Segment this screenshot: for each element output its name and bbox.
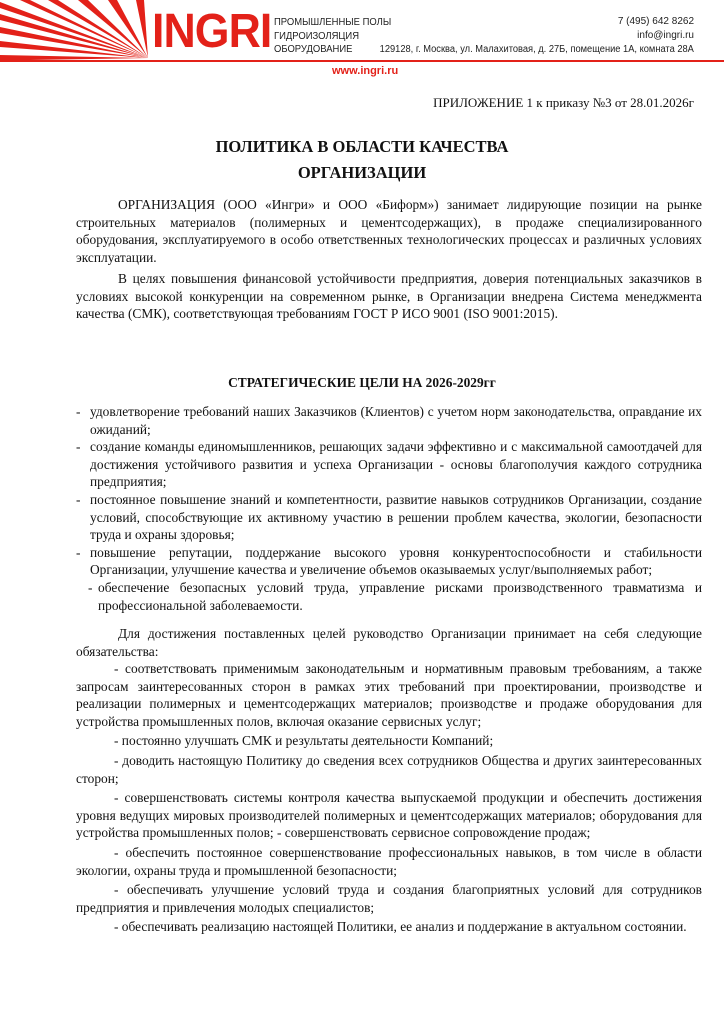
company-address: 129128, г. Москва, ул. Малахитовая, д. 27Б, помещение 1А, комната 28А <box>379 44 694 55</box>
obligations-intro <box>76 625 702 660</box>
header-divider <box>0 60 724 62</box>
goal-text: создание команды единомышленников, решающих задачи эффективно и с максимальной самоотдачей для достижения устойчивого развития и успеха Организации - основы благополучия каждого сотрудника предприятия; <box>90 439 702 490</box>
list-item: - удовлетворение требований наших Заказчиков (Клиентов) с учетом норм законодательства, оправдание их ожиданий; <box>76 404 702 437</box>
appendix-note: ПРИЛОЖЕНИЕ 1 к приказу №3 от 28.01.2026г <box>433 95 694 110</box>
tagline-line: ГИДРОИЗОЛЯЦИЯ <box>274 29 360 42</box>
tagline-line: ПРОМЫШЛЕННЫЕ ПОЛЫ <box>274 16 392 28</box>
list-item: - постоянное повышение знаний и компетентности, развитие навыков сотрудников Организации, создание условий, способствующие их активному участию в решении проблем качества, экологии, безопасности труда и охраны здоровья; <box>76 491 702 543</box>
phone-number: 7 (495) 642 8262 <box>617 16 694 27</box>
list-item: - создание команды единомышленников, решающих задачи эффективно и с максимальной самоотдачей для достижения устойчивого развития и успеха Организации - основы благополучия каждого сотрудника предприятия; <box>76 439 702 490</box>
document-title <box>0 134 724 186</box>
paragraph-text: Для достижения поставленных целей руководство Организации принимает на себя следующие обязательства: <box>76 626 702 659</box>
goals-list <box>76 403 702 614</box>
obligation-item: - обеспечивать реализацию настоящей Политики, ее анализ и поддержание в актуальном состоянии. <box>114 919 687 935</box>
title-line: ОРГАНИЗАЦИИ <box>297 163 427 182</box>
goal-text: обеспечение безопасных условий труда, управление рисками производственного травматизма и профессиональной заболеваемости. <box>98 579 702 613</box>
list-item: - обеспечение безопасных условий труда, управление рисками производственного травматизма и профессиональной заболеваемости. <box>88 579 702 613</box>
goal-text: постоянное повышение знаний и компетентности, развитие навыков сотрудников Организации, создание условий, способствующие их активному участию в решении проблем качества, экологии, безопасности труда и охраны здоровья; <box>90 491 702 543</box>
intro-paragraph <box>76 196 702 266</box>
sms-paragraph <box>76 270 702 323</box>
obligation-item: - соответствовать применимым законодательным и нормативным правовым требованиям, а также запросам заинтересованных сторон в рамках этих требований при проектировании, производстве и реализации полимерных и цементсодержащих материалов; производстве и продаже оборудования для устройства промышленных полов, включая оказание сервисных услуг; <box>76 661 702 729</box>
logo-rays-icon <box>0 0 150 60</box>
obligations-list <box>76 660 702 938</box>
website-link[interactable]: www.ingri.ru <box>332 65 399 77</box>
obligation-item: - доводить настоящую Политику до сведения всех сотрудников Общества и других заинтересованных сторон; <box>76 752 702 786</box>
email-link[interactable]: info@ingri.ru <box>637 30 694 41</box>
list-item: - повышение репутации, поддержание высокого уровня конкурентоспособности и стабильности Организации, улучшение качества и увеличение объемов оказываемых услуг/выполняемых работ; <box>76 544 702 578</box>
letterhead <box>0 0 724 80</box>
goal-text: удовлетворение требований наших Заказчиков (Клиентов) с учетом норм законодательства, оправдание их ожиданий; <box>90 404 702 437</box>
obligation-item: - совершенствовать системы контроля качества выпускаемой продукции и обеспечить достижения уровня ведущих мировых производителей полимерных и цементсодержащих материалов; оборудования для устройства промышленных полов; - совершенствовать сервисное сопровождение продаж; <box>76 790 702 841</box>
obligation-item: - постоянно улучшать СМК и результаты деятельности Компаний; <box>114 733 494 749</box>
paragraph-text: В целях повышения финансовой устойчивости предприятия, доверия потенциальных заказчиков в условиях высокой конкуренции на современном рынке, в Организации внедрена Система менеджмента качества (СМК), соответствующая требованиям ГОСТ Р ИСО 9001 (ISO 9001:2015). <box>76 271 702 322</box>
obligation-item: - обеспечивать улучшение условий труда и создания благоприятных условий для сотрудников предприятия и привлечения молодых специалистов; <box>76 882 702 915</box>
tagline-line: ОБОРУДОВАНИЕ <box>274 43 353 55</box>
paragraph-text: ОРГАНИЗАЦИЯ (ООО «Ингри» и ООО «Биформ») занимает лидирующие позиции на рынке строительных материалов (полимерных и цементсодержащих), в продаже специализированного оборудования, эксплуатируемого в особо ответственных технологических процессах и различных условиях эксплуатации. <box>76 197 702 265</box>
brand-tagline <box>274 16 391 57</box>
contacts <box>618 15 694 43</box>
title-line: ПОЛИТИКА В ОБЛАСТИ КАЧЕСТВА <box>215 137 509 156</box>
goal-text: повышение репутации, поддержание высокого уровня конкурентоспособности и стабильности Организации, улучшение качества и увеличение объемов оказываемых услуг/выполняемых работ; <box>90 544 702 578</box>
goals-heading: СТРАТЕГИЧЕСКИЕ ЦЕЛИ НА 2026-2029гг <box>228 375 496 390</box>
obligation-item: - обеспечить постоянное совершенствование профессиональных навыков, в том числе в области экологии, охраны труда и промышленной безопасности; <box>76 844 702 878</box>
brand-logo: INGRI <box>152 5 272 58</box>
